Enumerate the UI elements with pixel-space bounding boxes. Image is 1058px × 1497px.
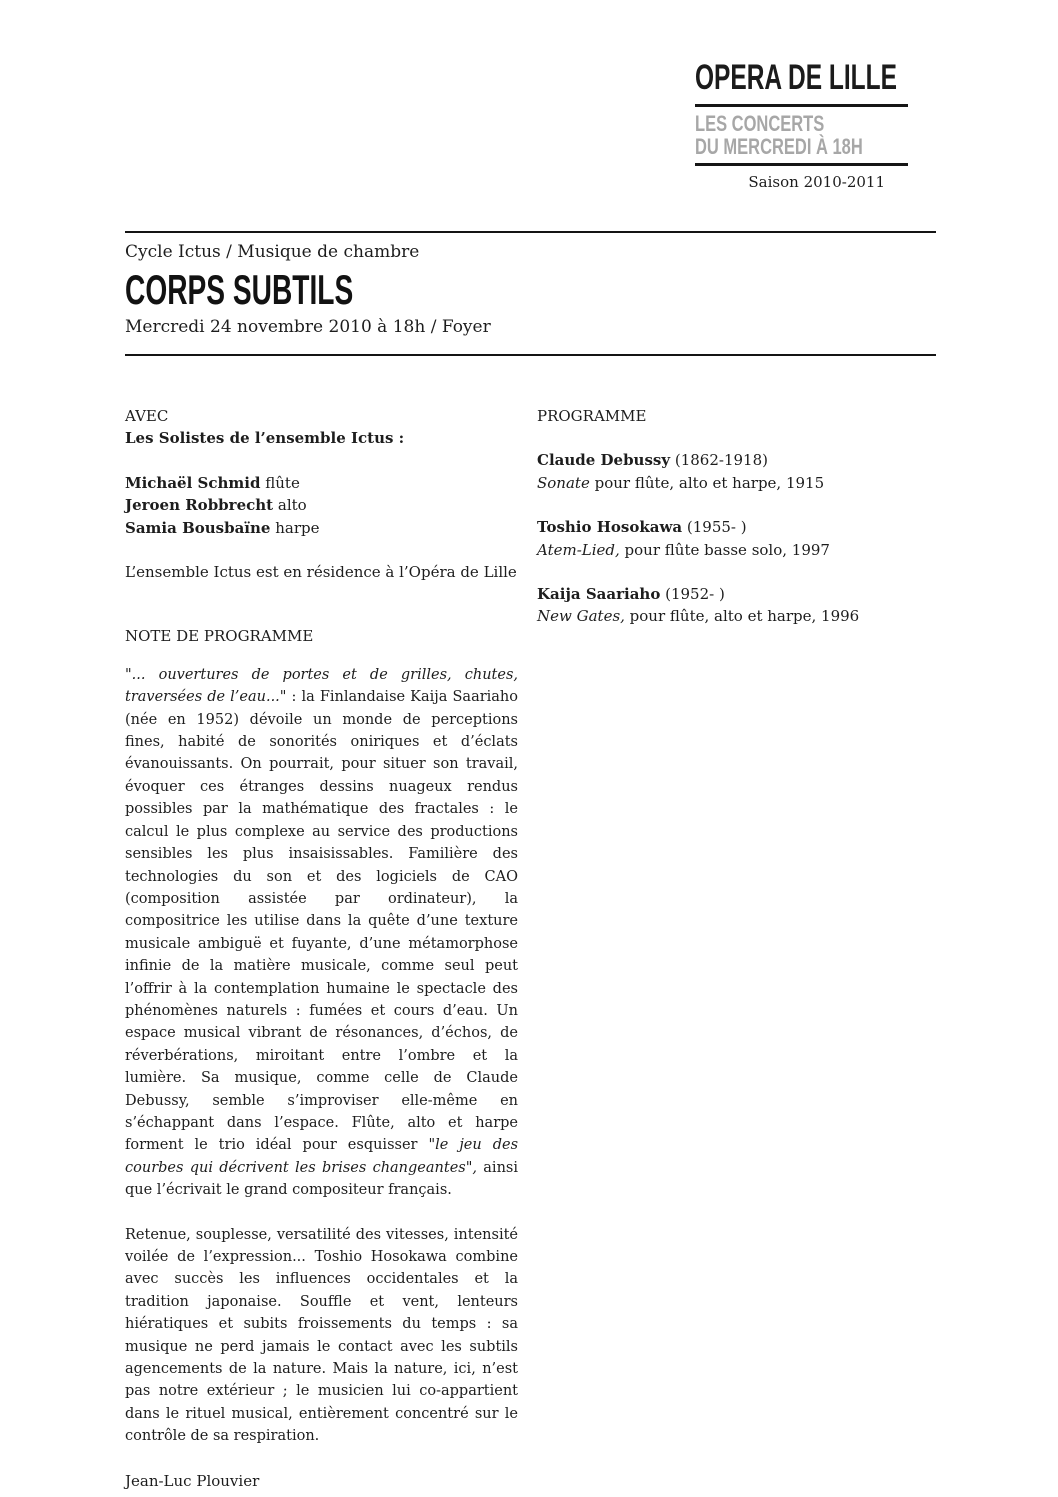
note-paragraph-1 xyxy=(125,664,518,1202)
brand-title: OPERA DE LILLE xyxy=(695,58,897,97)
work-title: Sonate xyxy=(537,473,590,492)
work-item xyxy=(537,516,935,561)
right-column xyxy=(537,405,935,628)
work-composer: Toshio Hosokawa xyxy=(537,518,683,537)
brand-rule-top xyxy=(695,104,908,107)
note-author: Jean-Luc Plouvier xyxy=(125,1471,260,1490)
work-title: Atem-Lied, xyxy=(537,540,620,559)
note-paragraph-2: Retenue, souplesse, versatilité des vitesses, intensité voilée de l’expression... Toshio Hosokawa combine avec succès les influences occidentales et la tradition japonaise. Souffle et vent, lenteurs hiératiques et subits froissements du temps : sa musique ne perd jamais le contact avec les subtils agencements de la nature. Mais la nature, ici, n’est pas notre extérieur ; le musicien lui co-appartient dans le rituel musical, entièrement concentré sur le contrôle de sa respiration. xyxy=(125,1226,518,1445)
work-item xyxy=(537,449,935,494)
event-header xyxy=(125,231,936,356)
work-composer-line xyxy=(537,449,935,471)
work-title: New Gates, xyxy=(537,607,625,626)
work-title-line xyxy=(537,472,935,494)
musician-name: Jeroen Robbrecht xyxy=(125,496,274,515)
work-composer-line xyxy=(537,516,935,538)
work-title-line xyxy=(537,539,935,561)
work-dates: (1955- ) xyxy=(686,518,747,537)
programme-label: PROGRAMME xyxy=(537,407,647,425)
musician-name: Samia Bousbaïne xyxy=(125,518,271,537)
work-title-line xyxy=(537,605,935,627)
work-details: pour flûte, alto et harpe, 1915 xyxy=(589,473,825,492)
musician-row xyxy=(125,472,518,494)
work-composer: Kaija Saariaho xyxy=(537,585,661,604)
event-datetime: Mercredi 24 novembre 2010 à 18h / Foyer xyxy=(125,317,491,337)
note-text-1: : la Finlandaise Kaija Saariaho (née en 1952) dévoile un monde de perceptions fines, habité de sonorités oniriques et d’éclats évanouissants. On pourrait, pour situer son travail, évoquer ces étranges dessins nuageux rendus possibles par la mathématique des fractales : le calcul le plus complexe au service des productions sensibles les plus insaisissables. Familière des technologies du son et des logiciels de CAO (composition assistée par ordinateur), la compositrice les utilise dans la quête d’une texture musicale ambiguë et fuyante, d’une métamorphose infinie de la matière musicale, comme seul peut l’offrir à la contemplation humaine le spectacle des phénomènes naturels : fumées et cours d’eau. Un espace musical vibrant de résonances, d’échos, de réverbérations, miroitant entre l’ombre et la lumière. Sa musique, comme celle de Claude Debussy, semble s’improviser elle-même en s’échappant dans l’espace. Flûte, alto et harpe forment le trio idéal pour esquisser xyxy=(125,689,518,1154)
residence-note: L’ensemble Ictus est en résidence à l’Opéra de Lille xyxy=(125,563,517,582)
left-column xyxy=(125,405,518,1492)
ensemble-heading: Les Solistes de l’ensemble Ictus : xyxy=(125,429,405,448)
note-label: NOTE DE PROGRAMME xyxy=(125,627,314,646)
brand-block xyxy=(695,60,908,192)
note-quote-2: "le jeu des courbes qui décrivent les brises changeantes", xyxy=(125,1137,519,1176)
work-dates: (1862-1918) xyxy=(674,451,768,470)
note-quote-1: "... ouvertures de portes et de grilles, chutes, traversées de l’eau..." xyxy=(125,666,518,706)
brand-subtitle-line-2: DU MERCREDI À 18H xyxy=(695,134,863,159)
work-dates: (1952- ) xyxy=(665,585,725,604)
brand-rule-bottom xyxy=(695,163,908,166)
work-details: pour flûte basse solo, 1997 xyxy=(619,540,830,559)
musicians-list xyxy=(125,472,518,539)
musician-row xyxy=(125,494,518,516)
work-item xyxy=(537,583,935,628)
musician-instrument: harpe xyxy=(275,518,320,537)
brand-subtitle-line-1: LES CONCERTS xyxy=(695,111,825,136)
event-title: CORPS SUBTILS xyxy=(125,266,354,313)
brand-season: Saison 2010-2011 xyxy=(748,173,885,191)
work-composer-line xyxy=(537,583,935,605)
musician-name: Michaël Schmid xyxy=(125,473,261,492)
performers-label: AVEC xyxy=(125,407,169,425)
musician-instrument: alto xyxy=(277,496,307,515)
event-series: Cycle Ictus / Musique de chambre xyxy=(125,242,420,262)
note-text-2: ainsi que l’écrivait le grand compositeur français. xyxy=(125,1159,518,1199)
work-composer: Claude Debussy xyxy=(537,451,671,470)
work-details: pour flûte, alto et harpe, 1996 xyxy=(624,607,860,626)
brand-subtitle xyxy=(695,111,863,159)
musician-row xyxy=(125,517,518,539)
musician-instrument: flûte xyxy=(265,473,300,492)
